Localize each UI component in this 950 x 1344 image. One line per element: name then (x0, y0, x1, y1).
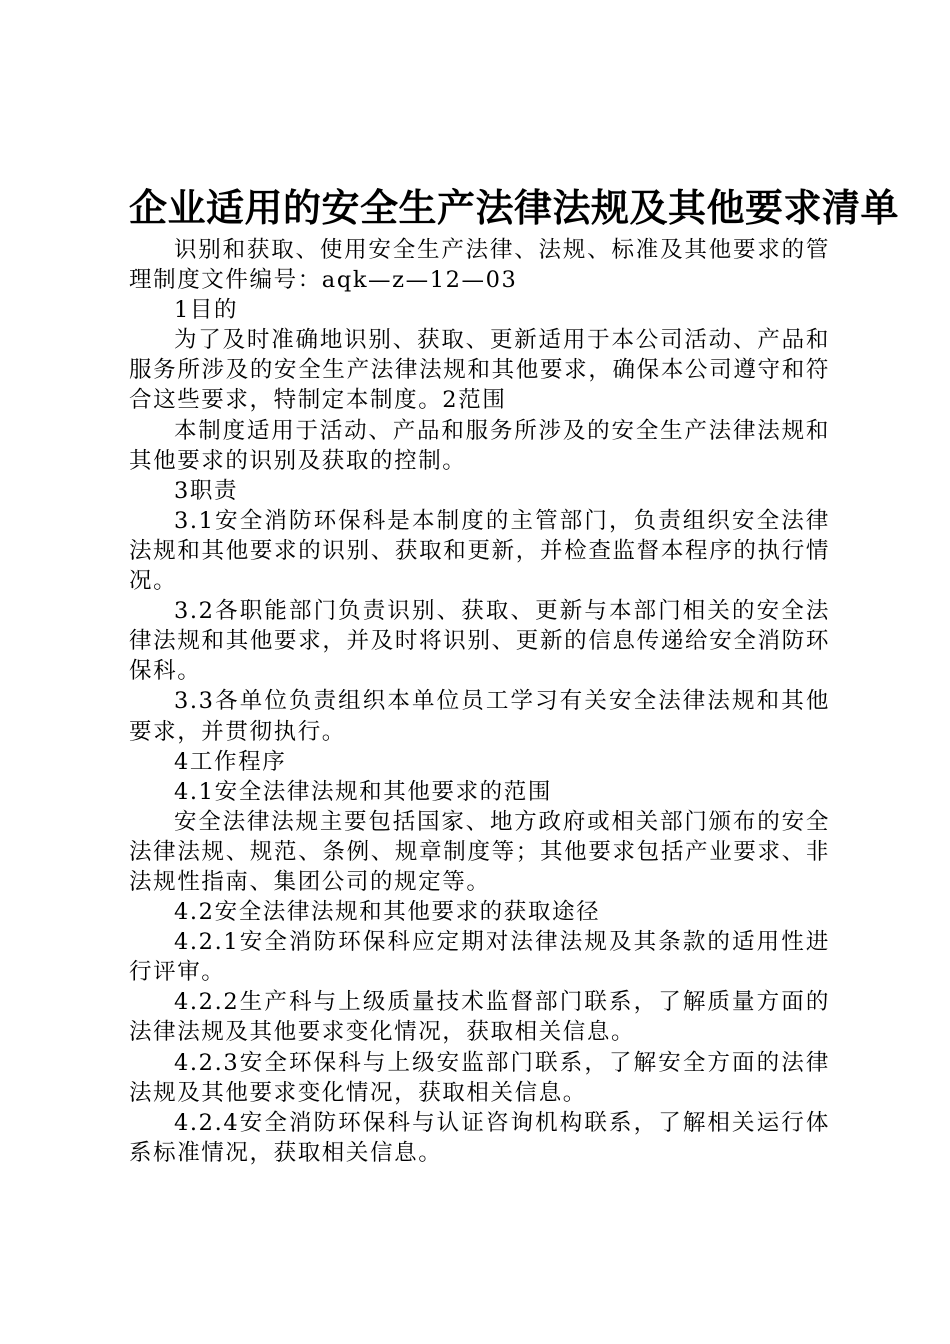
paragraph-4-2-4: 4.2.4安全消防环保科与认证咨询机构联系，了解相关运行体系标准情况，获取相关信息。 (129, 1109, 830, 1166)
paragraph-duty-3-2: 3.2各职能部门负责识别、获取、更新与本部门相关的安全法律法规和其他要求，并及时将识别、更新的信息传递给安全消防环保科。 (129, 598, 830, 685)
section-heading-purpose: 1目的 (174, 297, 239, 324)
paragraph-duty-3-3: 3.3各单位负责组织本单位员工学习有关安全法律法规和其他要求，并贯彻执行。 (129, 688, 830, 745)
section-heading-procedure: 4工作程序 (174, 748, 287, 775)
paragraph-intro: 识别和获取、使用安全生产法律、法规、标准及其他要求的管理制度文件编号：aqk—z—12—03 (129, 237, 830, 294)
paragraph-purpose: 为了及时准确地识别、获取、更新适用于本公司活动、产品和服务所涉及的安全生产法律法规和其他要求，确保本公司遵守和符合这些要求，特制定本制度。2范围 (129, 327, 830, 414)
document-body (129, 235, 830, 1168)
paragraph-duty-3-1: 3.1安全消防环保科是本制度的主管部门，负责组织安全法律法规和其他要求的识别、获取和更新，并检查监督本程序的执行情况。 (129, 507, 830, 595)
subsection-heading-4-1: 4.1安全法律法规和其他要求的范围 (174, 778, 552, 805)
document-title: 企业适用的安全生产法律法规及其他要求清单 (129, 185, 900, 230)
paragraph-scope-of-laws: 安全法律法规主要包括国家、地方政府或相关部门颁布的安全法律法规、规范、条例、规章制度等；其他要求包括产业要求、非法规性指南、集团公司的规定等。 (129, 808, 830, 895)
paragraph-4-2-2: 4.2.2生产科与上级质量技术监督部门联系，了解质量方面的法律法规及其他要求变化情况，获取相关信息。 (129, 989, 830, 1046)
subsection-heading-4-2: 4.2安全法律法规和其他要求的获取途径 (174, 899, 601, 926)
paragraph-4-2-1: 4.2.1安全消防环保科应定期对法律法规及其条款的适用性进行评审。 (129, 929, 830, 986)
paragraph-scope: 本制度适用于活动、产品和服务所涉及的安全生产法律法规和其他要求的识别及获取的控制。 (129, 417, 830, 474)
paragraph-4-2-3: 4.2.3安全环保科与上级安监部门联系，了解安全方面的法律法规及其他要求变化情况，获取相关信息。 (129, 1049, 830, 1106)
section-heading-duties: 3职责 (174, 477, 239, 504)
